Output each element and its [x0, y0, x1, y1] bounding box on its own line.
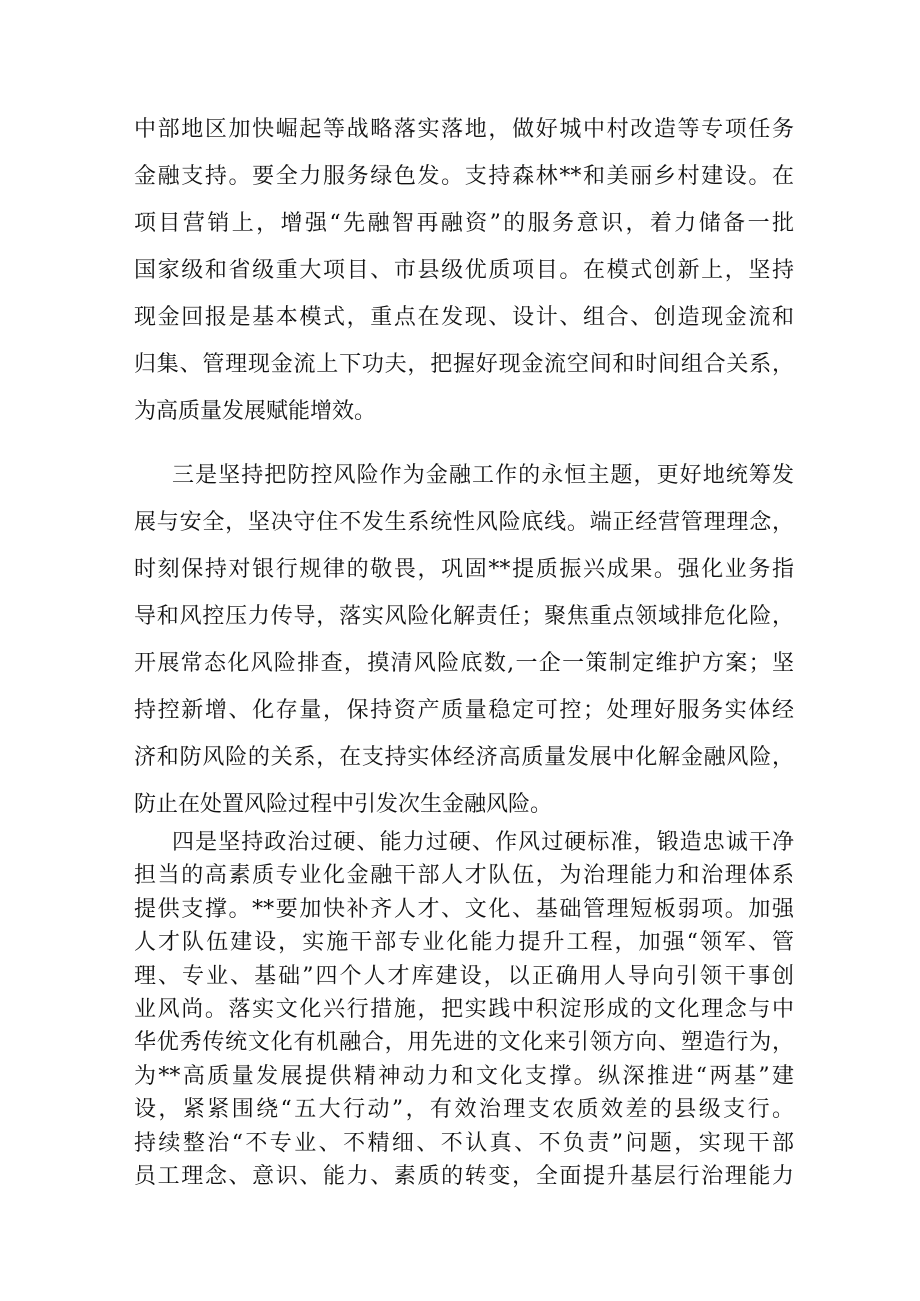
text-line: 持控新增、化存量，保持资产质量稳定可控；处理好服务实体经 [134, 698, 794, 723]
text-line: 导和风控压力传导，落实风险化解责任；聚焦重点领域排危化险， [134, 604, 794, 629]
text-line: 华优秀传统文化有机融合，用先进的文化来引领方向、塑造行为， [134, 1030, 794, 1056]
text-line: 人才队伍建设，实施干部专业化能力提升工程，加强“领军、管 [134, 930, 794, 956]
text-line: 业风尚。落实文化兴行措施，把实践中积淀形成的文化理念与中 [134, 996, 794, 1022]
paragraph-3 [134, 826, 794, 1193]
text-line: 持续整治“不专业、不精细、不认真、不负责”问题，实现干部 [134, 1130, 794, 1156]
text-line: 提供支撑。**要加快补齐人才、文化、基础管理短板弱项。加强 [134, 896, 794, 922]
text-line: 开展常态化风险排查，摸清风险底数,一企一策制定维护方案；坚 [134, 651, 794, 676]
text-line: 项目营销上，增强“先融智再融资”的服务意识，着力储备一批 [134, 211, 794, 236]
text-line: 担当的高素质专业化金融干部人才队伍，为治理能力和治理体系 [134, 863, 794, 889]
text-line: 为**高质量发展提供精神动力和文化支撑。纵深推进“两基”建 [134, 1063, 794, 1089]
text-line: 为高质量发展赋能增效。 [134, 399, 377, 424]
text-line: 设，紧紧围绕“五大行动”，有效治理支农质效差的县级支行。 [134, 1097, 794, 1123]
paragraph-2 [134, 452, 794, 828]
text-line: 中部地区加快崛起等战略落实落地，做好城中村改造等专项任务 [134, 117, 794, 142]
text-line: 三是坚持把防控风险作为金融工作的永恒主题，更好地统筹发 [172, 463, 794, 488]
text-line: 济和防风险的关系，在支持实体经济高质量发展中化解金融风险， [134, 745, 794, 770]
text-line: 防止在处置风险过程中引发次生金融风险。 [134, 792, 553, 817]
text-line: 员工理念、意识、能力、素质的转变，全面提升基层行治理能力 [134, 1163, 794, 1189]
text-line: 归集、管理现金流上下功夫，把握好现金流空间和时间组合关系， [134, 352, 794, 377]
text-line: 理、专业、基础”四个人才库建设，以正确用人导向引领干事创 [134, 963, 794, 989]
text-line: 时刻保持对银行规律的敬畏，巩固**提质振兴成果。强化业务指 [134, 557, 794, 582]
text-line: 四是坚持政治过硬、能力过硬、作风过硬标准，锻造忠诚干净 [172, 830, 794, 855]
paragraph-1 [134, 106, 794, 435]
text-line: 现金回报是基本模式，重点在发现、设计、组合、创造现金流和 [134, 305, 794, 330]
text-line: 金融支持。要全力服务绿色发。支持森林**和美丽乡村建设。在 [134, 164, 794, 189]
text-line: 国家级和省级重大项目、市县级优质项目。在模式创新上，坚持 [134, 258, 794, 283]
text-line: 展与安全，坚决守住不发生系统性风险底线。端正经营管理理念， [134, 510, 794, 535]
